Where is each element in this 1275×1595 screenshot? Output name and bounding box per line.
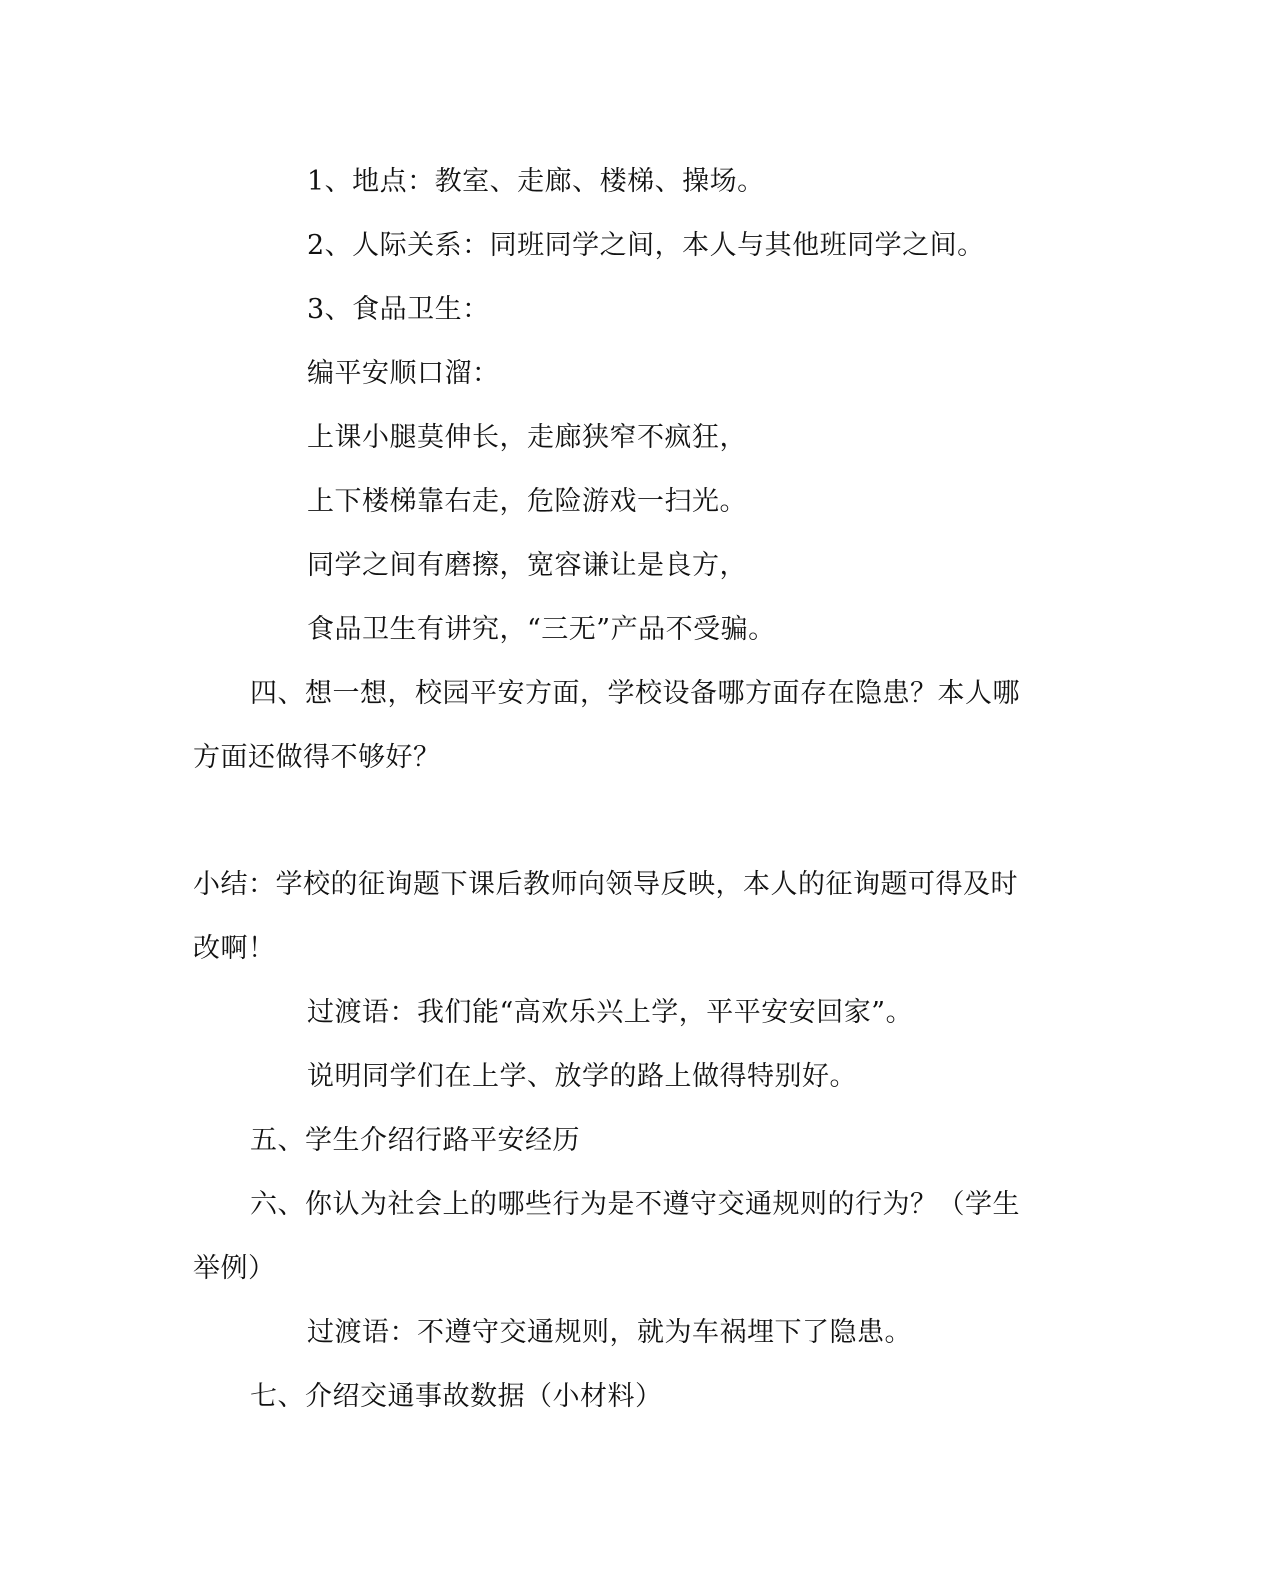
section-four-line-2: 方面还做得不够好？ [193, 742, 441, 773]
rhyme-heading: 编平安顺口溜： [307, 358, 500, 389]
section-five: 五、学生介绍行路平安经历 [250, 1125, 580, 1156]
list-item-food-hygiene: 3、食品卫生： [307, 294, 490, 325]
list-item-location: 1、地点：教室、走廊、楼梯、操场。 [307, 166, 765, 197]
rhyme-line-4: 食品卫生有讲究，“三无”产品不受骗。 [307, 614, 776, 645]
summary-line-1: 小结：学校的征询题下课后教师向领导反映，本人的征询题可得及时 [193, 869, 1018, 900]
rhyme-line-2: 上下楼梯靠右走，危险游戏一扫光。 [307, 486, 747, 517]
list-item-relationships: 2、人际关系：同班同学之间，本人与其他班同学之间。 [307, 230, 985, 261]
section-seven: 七、介绍交通事故数据（小材料） [250, 1381, 663, 1412]
summary-line-2: 改啊！ [193, 933, 276, 964]
rhyme-line-3: 同学之间有磨擦，宽容谦让是良方， [307, 550, 747, 581]
section-six-line-2: 举例） [193, 1253, 276, 1284]
section-six-line-1: 六、你认为社会上的哪些行为是不遵守交通规则的行为？（学生 [250, 1189, 1020, 1220]
transition-line-1: 过渡语：我们能“高欢乐兴上学，平平安安回家”。 [307, 997, 914, 1028]
transition-line-2: 说明同学们在上学、放学的路上做得特别好。 [307, 1061, 857, 1092]
transition-line-3: 过渡语：不遵守交通规则，就为车祸埋下了隐患。 [307, 1317, 912, 1348]
section-four-line-1: 四、想一想，校园平安方面，学校设备哪方面存在隐患？本人哪 [250, 678, 1020, 709]
rhyme-line-1: 上课小腿莫伸长，走廊狭窄不疯狂， [307, 422, 747, 453]
